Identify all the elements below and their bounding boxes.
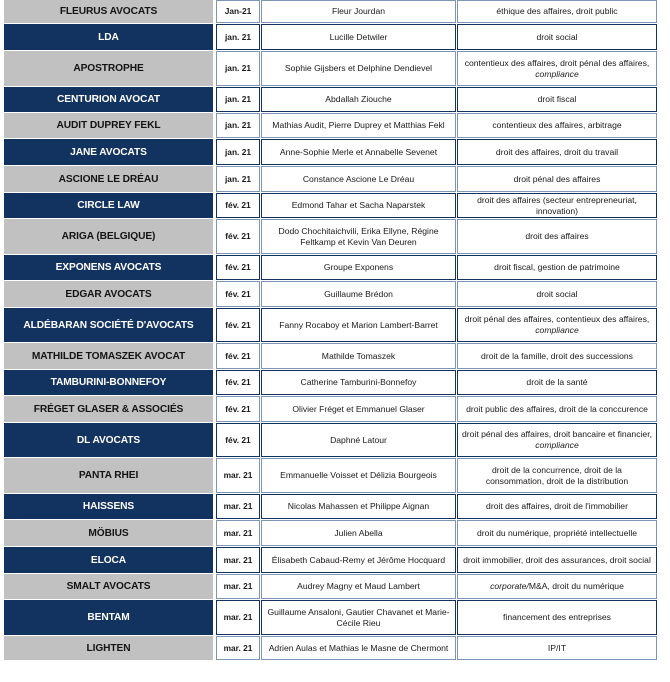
practice-area-cell	[457, 24, 657, 50]
firm-name-cell: LDA	[4, 24, 213, 50]
practice-area-label: éthique des affaires, droit public	[496, 6, 618, 16]
practice-area-text	[486, 501, 628, 512]
lawyers-cell: Anne-Sophie Merle et Annabelle Sevenet	[261, 139, 456, 165]
practice-area-text	[496, 147, 618, 158]
date-cell: fév. 21	[216, 219, 260, 254]
date-cell: jan. 21	[216, 113, 260, 138]
practice-area-label: droit fiscal	[537, 94, 577, 104]
date-cell: mar. 21	[216, 547, 260, 573]
date-cell: jan. 21	[216, 166, 260, 192]
practice-area-text	[462, 195, 652, 217]
lawyers-cell: Lucille Detwiler	[261, 24, 456, 50]
practice-area-text	[536, 289, 577, 300]
practice-area-text	[477, 528, 637, 539]
lawyers-cell: Constance Ascione Le Dréau	[261, 166, 456, 192]
practice-area-cell	[457, 87, 657, 112]
firm-name-cell: TAMBURINI-BONNEFOY	[4, 370, 213, 395]
practice-area-text	[496, 6, 617, 17]
firm-name-cell: LIGHTEN	[4, 636, 213, 660]
lawyers-cell: Mathias Audit, Pierre Duprey et Matthias Fekl	[261, 113, 456, 138]
date-cell: mar. 21	[216, 458, 260, 493]
practice-area-cell	[457, 51, 657, 86]
practice-area-cell	[457, 494, 657, 519]
practice-area-label: IP/IT	[547, 642, 567, 653]
practice-area-text	[526, 377, 587, 388]
practice-area-label: droit immobilier, droit des assurances, droit social	[463, 554, 651, 565]
date-cell: fév. 21	[216, 396, 260, 422]
lawyers-cell: Sophie Gijsbers et Delphine Dendievel	[261, 51, 456, 86]
date-cell: jan. 21	[216, 51, 260, 86]
firm-name-cell: ELOCA	[4, 547, 213, 573]
table-row	[4, 255, 658, 281]
practice-area-text	[462, 429, 652, 451]
practice-area-text	[490, 581, 624, 592]
practice-area-cell	[457, 547, 657, 573]
firm-name-cell: AUDIT DUPREY FEKL	[4, 113, 213, 138]
practice-area-text	[503, 612, 611, 623]
practice-area-cell	[457, 193, 657, 218]
firm-name-cell: MÖBIUS	[4, 520, 213, 546]
practice-area-text	[538, 94, 577, 105]
firm-name-cell: PANTA RHEI	[4, 458, 213, 493]
practice-area-cell	[457, 343, 657, 369]
lawyers-cell: Julien Abella	[261, 520, 456, 546]
lawyers-cell: Nicolas Mahassen et Philippe Aignan	[261, 494, 456, 519]
table-row	[4, 24, 658, 51]
table-row	[4, 370, 658, 396]
practice-area-text	[525, 231, 588, 242]
firm-name-cell: FLEURUS AVOCATS	[4, 0, 213, 23]
practice-area-cell	[457, 520, 657, 546]
law-firms-table	[4, 0, 658, 661]
practice-area-text	[465, 58, 650, 80]
lawyers-cell: Dodo Chochitaichvili, Erika Ellyne, Régine Feltkamp et Kevin Van Deuren	[261, 219, 456, 254]
firm-name-cell: JANE AVOCATS	[4, 139, 213, 165]
table-row	[4, 600, 658, 636]
practice-area-label: droit de la famille, droit des successions	[481, 350, 633, 361]
practice-area-cell	[457, 139, 657, 165]
practice-area-cell	[457, 423, 657, 457]
table-row	[4, 166, 658, 193]
firm-name-cell: EXPONENS AVOCATS	[4, 255, 213, 280]
lawyers-cell: Mathilde Tomaszek	[261, 343, 456, 369]
practice-area-cell	[457, 308, 657, 342]
practice-area-label: droit de la santé	[526, 377, 588, 387]
date-cell: fév. 21	[216, 370, 260, 395]
table-row	[4, 87, 658, 113]
firm-name-cell: EDGAR AVOCATS	[4, 281, 213, 307]
table-row	[4, 219, 658, 255]
firm-name-cell: HAISSENS	[4, 494, 213, 519]
table-row	[4, 636, 658, 661]
firm-name-cell: ARIGA (BELGIQUE)	[4, 219, 213, 254]
table-row	[4, 193, 658, 219]
practice-area-label: contentieux des affaires, arbitrage	[492, 120, 622, 130]
practice-area-text	[548, 643, 566, 654]
practice-area-label: droit des affaires, droit du travail	[495, 146, 619, 157]
date-cell: jan. 21	[216, 87, 260, 112]
practice-area-text	[536, 32, 577, 43]
firm-name-cell: APOSTROPHE	[4, 51, 213, 86]
date-cell: jan. 21	[216, 139, 260, 165]
table-row	[4, 343, 658, 370]
practice-area-label: droit public des affaires, droit de la conccurence	[466, 403, 648, 414]
practice-area-label: droit pénal des affaires, droit bancaire et financier,	[462, 429, 652, 439]
practice-area-cell	[457, 458, 657, 493]
practice-area-cell	[457, 600, 657, 635]
firm-name-cell: CENTURION AVOCAT	[4, 87, 213, 112]
table-row	[4, 520, 658, 547]
practice-area-text	[463, 555, 651, 566]
date-cell: mar. 21	[216, 600, 260, 635]
firm-name-cell: DL AVOCATS	[4, 423, 213, 457]
practice-area-cell	[457, 255, 657, 280]
practice-area-cell	[457, 166, 657, 192]
table-row	[4, 281, 658, 308]
date-cell: fév. 21	[216, 308, 260, 342]
lawyers-cell: Groupe Exponens	[261, 255, 456, 280]
practice-area-label: contentieux des affaires, droit pénal des affaires,	[464, 57, 650, 68]
practice-area-cell	[457, 219, 657, 254]
practice-area-label: droit des affaires, droit de l'immobilier	[486, 501, 628, 511]
lawyers-cell: Olivier Fréget et Emmanuel Glaser	[261, 396, 456, 422]
practice-area-label: droit social	[536, 31, 578, 42]
firm-name-cell: SMALT AVOCATS	[4, 574, 213, 599]
date-cell: Jan-21	[216, 0, 260, 23]
practice-area-text	[492, 120, 621, 131]
practice-area-label: droit de la concurrence, droit de la consommation, droit de la distribution	[485, 464, 629, 486]
table-row	[4, 494, 658, 520]
practice-area-italic: compliance	[535, 440, 579, 450]
firm-name-cell: FRÉGET GLASER & ASSOCIÉS	[4, 396, 213, 422]
lawyers-cell: Élisabeth Cabaud-Remy et Jérôme Hocquard	[261, 547, 456, 573]
firm-name-cell: CIRCLE LAW	[4, 193, 213, 218]
table-row	[4, 0, 658, 24]
table-row	[4, 574, 658, 600]
table-row	[4, 308, 658, 343]
lawyers-cell: Fleur Jourdan	[261, 0, 456, 23]
practice-area-cell	[457, 396, 657, 422]
practice-area-cell	[457, 574, 657, 599]
date-cell: mar. 21	[216, 574, 260, 599]
practice-area-italic: corporate/	[490, 581, 529, 591]
date-cell: fév. 21	[216, 281, 260, 307]
table-row	[4, 139, 658, 166]
practice-area-label: M&A, droit du numérique	[528, 581, 624, 591]
lawyers-cell: Adrien Aulas et Mathias le Masne de Chermont	[261, 636, 456, 660]
firm-name-cell: ASCIONE LE DRÉAU	[4, 166, 213, 192]
practice-area-text	[494, 262, 620, 273]
practice-area-cell	[457, 113, 657, 138]
table-row	[4, 547, 658, 574]
lawyers-cell: Abdallah Ziouche	[261, 87, 456, 112]
practice-area-text	[481, 351, 633, 362]
lawyers-cell: Catherine Tamburini-Bonnefoy	[261, 370, 456, 395]
practice-area-cell	[457, 0, 657, 23]
date-cell: mar. 21	[216, 520, 260, 546]
date-cell: mar. 21	[216, 494, 260, 519]
lawyers-cell: Guillaume Ansaloni, Gautier Chavanet et Marie-Cécile Rieu	[261, 600, 456, 635]
practice-area-label: droit fiscal, gestion de patrimoine	[494, 262, 620, 272]
practice-area-label: droit des affaires	[525, 231, 589, 241]
practice-area-label: droit du numérique, propriété intellectuelle	[476, 527, 638, 538]
lawyers-cell: Audrey Magny et Maud Lambert	[261, 574, 456, 599]
practice-area-text	[466, 404, 648, 415]
table-row	[4, 423, 658, 458]
practice-area-text	[514, 174, 601, 185]
lawyers-cell: Emmanuelle Voisset et Délizia Bourgeois	[261, 458, 456, 493]
practice-area-cell	[457, 370, 657, 395]
date-cell: fév. 21	[216, 343, 260, 369]
lawyers-cell: Edmond Tahar et Sacha Naparstek	[261, 193, 456, 218]
practice-area-text	[462, 465, 652, 487]
date-cell: fév. 21	[216, 423, 260, 457]
table-row	[4, 458, 658, 494]
firm-name-cell: MATHILDE TOMASZEK AVOCAT	[4, 343, 213, 369]
practice-area-label: droit pénal des affaires	[513, 173, 601, 184]
firm-name-cell: BENTAM	[4, 600, 213, 635]
table-row	[4, 51, 658, 87]
practice-area-cell	[457, 636, 657, 660]
practice-area-label: droit des affaires (secteur entrepreneuriat, innovation)	[477, 194, 637, 216]
practice-area-label: droit social	[536, 288, 578, 299]
date-cell: jan. 21	[216, 24, 260, 50]
practice-area-label: financement des entreprises	[503, 612, 611, 622]
table-row	[4, 396, 658, 423]
firm-name-cell: ALDÉBARAN SOCIÉTÉ D'AVOCATS	[4, 308, 213, 342]
table-row	[4, 113, 658, 139]
practice-area-italic: compliance	[535, 68, 579, 79]
date-cell: mar. 21	[216, 636, 260, 660]
lawyers-cell: Guillaume Brédon	[261, 281, 456, 307]
lawyers-cell: Fanny Rocaboy et Marion Lambert-Barret	[261, 308, 456, 342]
date-cell: fév. 21	[216, 255, 260, 280]
practice-area-italic: compliance	[535, 325, 579, 335]
practice-area-cell	[457, 281, 657, 307]
date-cell: fév. 21	[216, 193, 260, 218]
practice-area-label: droit pénal des affaires, contentieux des affaires,	[464, 314, 650, 324]
lawyers-cell: Daphné Latour	[261, 423, 456, 457]
practice-area-text	[465, 314, 650, 336]
